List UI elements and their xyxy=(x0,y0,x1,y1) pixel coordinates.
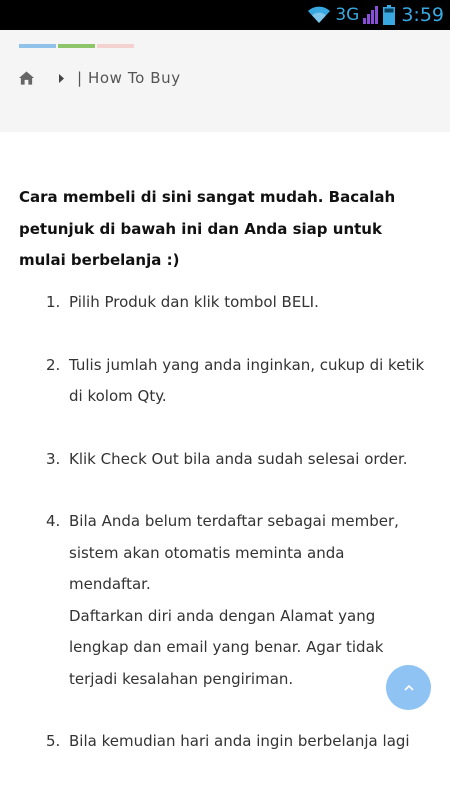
step-text: Klik Check Out bila anda sudah selesai order. xyxy=(69,449,408,468)
step-number: 3. xyxy=(46,449,61,468)
scroll-to-top-button[interactable] xyxy=(386,665,431,710)
network-type-label: 3G xyxy=(335,5,360,25)
step-text: Tulis jumlah yang anda inginkan, cukup di ketik di kolom Qty. xyxy=(69,355,425,405)
intro-text: Cara membeli di sini sangat mudah. Bacalah petunjuk di bawah ini dan Anda siap untuk mulai berbelanja :) xyxy=(19,188,396,269)
step-number: 5. xyxy=(46,732,61,750)
steps-list xyxy=(0,287,450,789)
list-item xyxy=(0,287,450,319)
list-item xyxy=(0,444,450,476)
list-item xyxy=(0,506,450,695)
step-text: Pilih Produk dan klik tombol BELI. xyxy=(69,293,319,311)
accent-bar-green xyxy=(58,44,95,48)
step-text: Daftarkan diri anda dengan Alamat yang lengkap dan email yang benar. Agar tidak terjadi kesalahan pengiriman. xyxy=(69,606,384,688)
page-header xyxy=(0,30,450,132)
step-number: 1. xyxy=(46,293,61,311)
accent-bar-blue xyxy=(19,44,56,48)
caret-right-icon xyxy=(59,74,64,83)
home-icon[interactable] xyxy=(19,71,34,85)
list-item xyxy=(0,726,450,758)
chevron-up-icon xyxy=(404,684,414,691)
step-text: Bila kemudian hari anda ingin berbelanja lagi xyxy=(69,732,410,750)
status-icons xyxy=(307,0,444,30)
wifi-icon xyxy=(307,6,331,24)
breadcrumb xyxy=(19,68,181,88)
main-content xyxy=(0,132,450,800)
breadcrumb-current: | How To Buy xyxy=(77,69,181,87)
battery-icon xyxy=(383,5,395,25)
status-bar xyxy=(0,0,450,30)
accent-bar-pink xyxy=(97,44,134,48)
list-item xyxy=(0,350,450,413)
step-number: 4. xyxy=(46,512,61,530)
step-number: 2. xyxy=(46,355,61,374)
step-text: Bila Anda belum terdaftar sebagai member, sistem akan otomatis meminta anda mendaftar. xyxy=(69,512,399,593)
clock: 3:59 xyxy=(401,4,444,26)
signal-icon xyxy=(363,6,379,24)
